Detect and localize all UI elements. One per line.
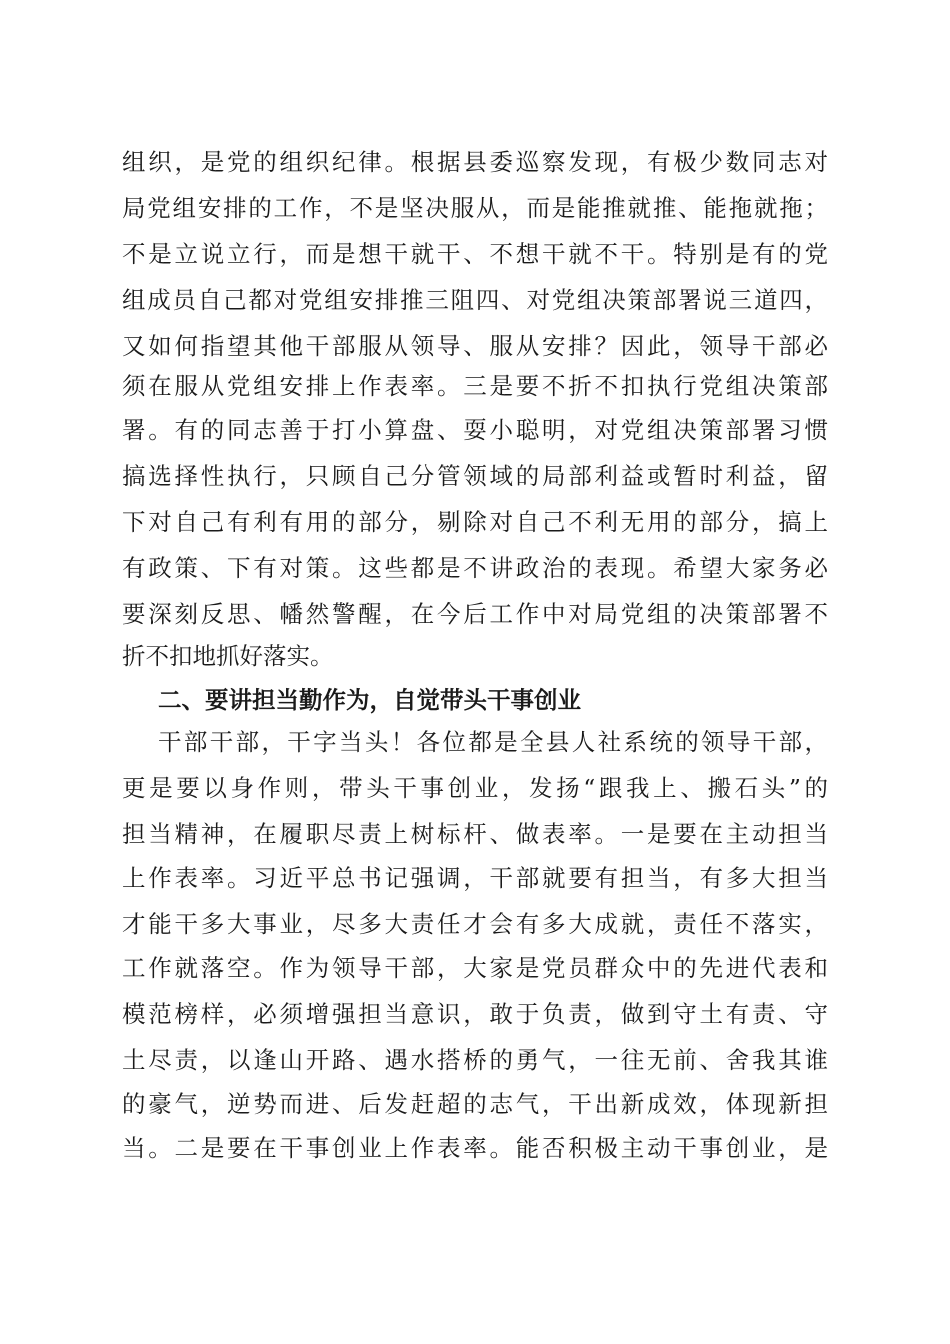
paragraph-line: 的豪气，逆势而进、后发赶超的志气，干出新成效，体现新担 bbox=[122, 1090, 828, 1118]
paragraph-line: 当。二是要在干事创业上作表率。能否积极主动干事创业，是 bbox=[122, 1134, 828, 1162]
paragraph-line: 下对自己有利有用的部分，剔除对自己不利无用的部分，搞上 bbox=[122, 508, 828, 536]
paragraph-line: 担当精神，在履职尽责上树标杆、做表率。一是要在主动担当 bbox=[122, 820, 828, 848]
paragraph-line: 干部干部，干字当头！各位都是全县人社系统的领导干部， bbox=[158, 728, 828, 756]
paragraph-line: 不是立说立行，而是想干就干、不想干就不干。特别是有的党 bbox=[122, 240, 828, 268]
paragraph-line: 工作就落空。作为领导干部，大家是党员群众中的先进代表和 bbox=[122, 954, 828, 982]
paragraph-line: 局党组安排的工作，不是坚决服从，而是能推就推、能拖就拖； bbox=[122, 194, 828, 222]
paragraph-line: 折不扣地抓好落实。 bbox=[122, 642, 334, 670]
paragraph-line: 又如何指望其他干部服从领导、服从安排？因此，领导干部必 bbox=[122, 332, 828, 360]
paragraph-line: 组织，是党的组织纪律。根据县委巡察发现，有极少数同志对 bbox=[122, 148, 828, 176]
paragraph-line: 须在服从党组安排上作表率。三是要不折不扣执行党组决策部 bbox=[122, 372, 828, 400]
paragraph-line: 组成员自己都对党组安排推三阻四、对党组决策部署说三道四， bbox=[122, 286, 828, 314]
section-heading: 二、要讲担当勤作为，自觉带头干事创业 bbox=[158, 686, 581, 714]
paragraph-line: 署。有的同志善于打小算盘、耍小聪明，对党组决策部署习惯 bbox=[122, 416, 828, 444]
paragraph-line: 才能干多大事业，尽多大责任才会有多大成就，责任不落实， bbox=[122, 910, 828, 938]
paragraph-line: 有政策、下有对策。这些都是不讲政治的表现。希望大家务必 bbox=[122, 554, 828, 582]
paragraph-line: 要深刻反思、幡然警醒，在今后工作中对局党组的决策部署不 bbox=[122, 600, 828, 628]
paragraph-line: 搞选择性执行，只顾自己分管领域的局部利益或暂时利益，留 bbox=[122, 462, 828, 490]
paragraph-line: 模范榜样，必须增强担当意识，敢于负责，做到守土有责、守 bbox=[122, 1000, 828, 1028]
paragraph-line: 上作表率。习近平总书记强调，干部就要有担当，有多大担当 bbox=[122, 864, 828, 892]
paragraph-line: 土尽责，以逢山开路、遇水搭桥的勇气，一往无前、舍我其谁 bbox=[122, 1046, 828, 1074]
paragraph-line: 更是要以身作则，带头干事创业，发扬“跟我上、搬石头”的 bbox=[122, 774, 828, 802]
